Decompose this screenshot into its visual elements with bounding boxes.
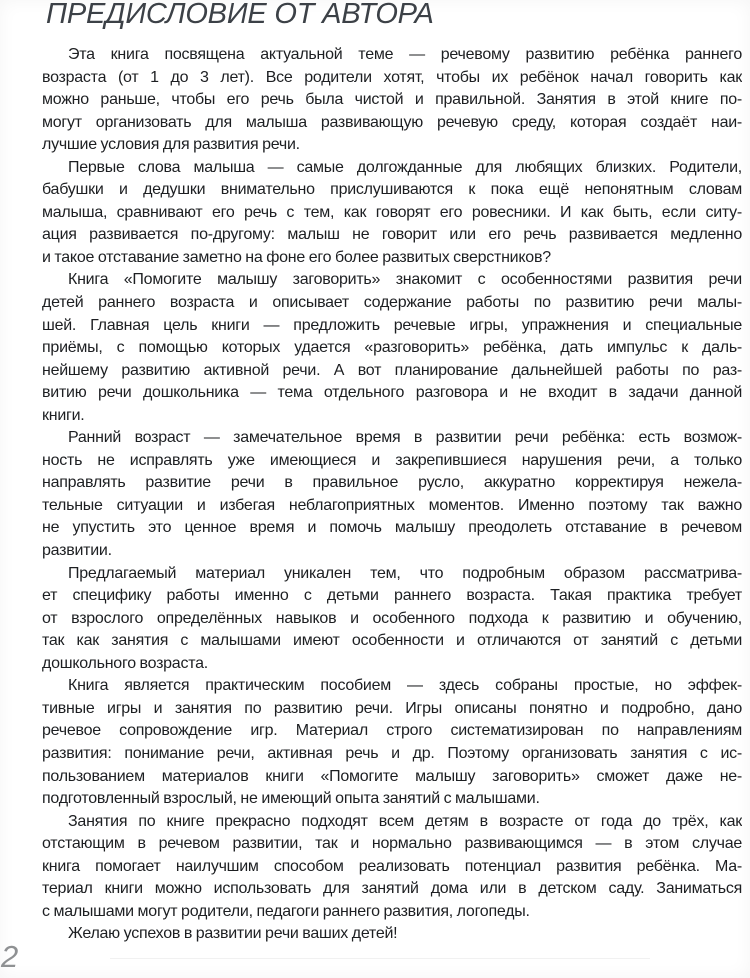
text-line: так как занятия с малышами имеют особенности и отличаются от занятий с детьми bbox=[42, 632, 742, 650]
body-text bbox=[42, 44, 742, 946]
paragraph bbox=[42, 427, 742, 562]
text-line: тивные игры и занятия по развитию речи. Игры описаны понятно и подробно, дано bbox=[42, 699, 742, 717]
text-line: нейшему развитию активной речи. А вот планирование дальнейшей работы по раз- bbox=[42, 361, 742, 379]
text-line: Книга «Помогите малышу заговорить» знакомит с особенностями развития речи bbox=[68, 271, 742, 289]
page-number: 2 bbox=[1, 939, 19, 974]
text-line: отстающим в речевом развитии, так и нормально развивающимся — в этом случае bbox=[42, 835, 742, 853]
paragraph bbox=[42, 811, 742, 924]
text-line: и такое отставание заметно на фоне его более развитых сверстников? bbox=[42, 248, 551, 266]
paragraph bbox=[42, 44, 742, 157]
scan-artifact-line bbox=[110, 958, 650, 959]
text-line: Занятия по книге прекрасно подходят всем детям в возрасте от года до трёх, как bbox=[68, 812, 742, 830]
text-line: Предлагаемый материал уникален тем, что подробным образом рассматрива- bbox=[68, 564, 742, 582]
paragraph bbox=[42, 563, 742, 676]
text-line: приёмы, с помощью которых удается «разговорить» ребёнка, дать импульс к даль- bbox=[42, 339, 742, 357]
text-line: лучшие условия для развития речи. bbox=[42, 136, 300, 154]
paragraph bbox=[42, 923, 742, 946]
text-line: пользованием материалов книги «Помогите малышу заговорить» сможет даже не- bbox=[42, 767, 742, 785]
text-line: бабушки и дедушки внимательно прислушиваются к пока ещё непонятным словам bbox=[42, 181, 742, 199]
text-line: Эта книга посвящена актуальной теме — речевому развитию ребёнка раннего bbox=[68, 46, 742, 63]
text-line: можно раньше, чтобы его речь была чистой и правильной. Занятия в этой книге по- bbox=[42, 91, 742, 109]
text-line: с малышами могут родители, педагоги раннего развития, логопеды. bbox=[42, 902, 530, 920]
text-line: шей. Главная цель книги — предложить речевые игры, упражнения и специальные bbox=[42, 316, 742, 334]
text-line: книга помогает наилучшим способом реализовать потенциал развития ребёнка. Ма- bbox=[42, 857, 742, 875]
text-line: подготовленный взрослый, не имеющий опыта занятий с малышами. bbox=[42, 790, 540, 808]
text-line: Ранний возраст — замечательное время в развитии речи ребёнка: есть возмож- bbox=[68, 429, 742, 447]
text-line: направлять развитие речи в правильное русло, аккуратно корректируя нежела- bbox=[42, 474, 742, 492]
text-line: Книга является практическим пособием — здесь собраны простые, но эффек- bbox=[68, 677, 742, 695]
text-line: ация развивается по-другому: малыш не говорит или его речь развивается медленно bbox=[42, 226, 742, 244]
paragraph bbox=[42, 269, 742, 427]
text-line: не упустить это ценное время и помочь малышу преодолеть отставание в речевом bbox=[42, 519, 742, 537]
text-line: от взрослого определённых навыков и особенного подхода к развитию и обучению, bbox=[42, 609, 742, 627]
text-line: малыша, сравнивают его речь с тем, как говорят его ровесники. И как быть, если ситу- bbox=[42, 203, 742, 221]
text-line: детей раннего возраста и описывает содержание работы по развитию речи малы- bbox=[42, 294, 742, 312]
text-line: ность не исправлять уже имеющиеся и закрепившиеся нарушения речи, а только bbox=[42, 451, 742, 469]
text-line: книги. bbox=[42, 406, 85, 424]
page-title: ПРЕДИСЛОВИЕ ОТ АВТОРА bbox=[46, 0, 434, 30]
text-line: развитии. bbox=[42, 542, 112, 560]
paragraph bbox=[42, 675, 742, 810]
text-line: дошкольного возраста. bbox=[42, 654, 208, 672]
text-line: могут организовать для малыша развивающую речевую среду, которая создаёт наи- bbox=[42, 113, 742, 131]
paragraph bbox=[42, 157, 742, 270]
text-line: териал книги можно использовать для занятий дома или в детском саду. Заниматься bbox=[42, 880, 742, 898]
text-line: развития: понимание речи, активная речь и др. Поэтому организовать занятия с ис- bbox=[42, 744, 742, 762]
text-line: Первые слова малыша — самые долгожданные для любящих близких. Родители, bbox=[68, 158, 742, 176]
text-line: тельные ситуации и избегая неблагоприятных моментов. Именно поэтому так важно bbox=[42, 496, 742, 514]
text-line: витию речи дошкольника — тема отдельного разговора и не входит в задачи данной bbox=[42, 384, 742, 402]
text-line: Желаю успехов в развитии речи ваших детей! bbox=[68, 925, 398, 943]
text-line: речевое сопровождение игр. Материал строго систематизирован по направлениям bbox=[42, 722, 742, 740]
text-line: ет специфику работы именно с детьми раннего возраста. Такая практика требует bbox=[42, 587, 742, 605]
text-line: возраста (от 1 до 3 лет). Все родители хотят, чтобы их ребёнок начал говорить как bbox=[42, 68, 742, 86]
